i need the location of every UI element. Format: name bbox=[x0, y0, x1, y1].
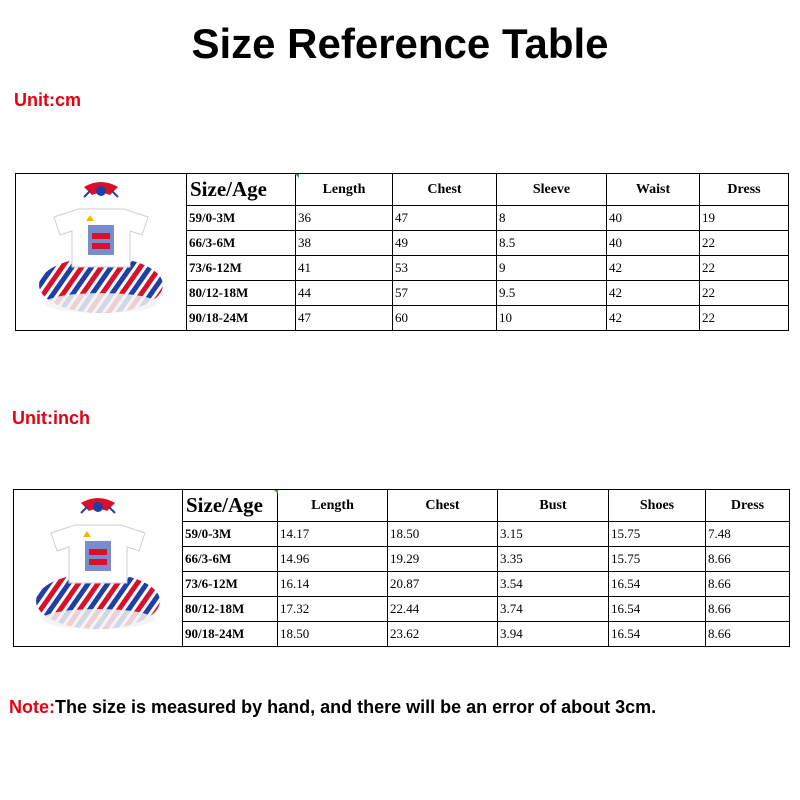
cell-dress: 8.66 bbox=[706, 622, 790, 647]
cell-dress: 19 bbox=[700, 206, 789, 231]
row-size-label: 59/0-3M bbox=[183, 522, 278, 547]
row-size-label: 73/6-12M bbox=[183, 572, 278, 597]
header-length: Length bbox=[296, 174, 393, 206]
cell-chest: 57 bbox=[393, 281, 497, 306]
note-label: Note: bbox=[9, 697, 55, 717]
cell-dress: 22 bbox=[700, 281, 789, 306]
cell-sleeve: 8 bbox=[497, 206, 607, 231]
cell-bust: 3.74 bbox=[498, 597, 609, 622]
table-header-row bbox=[14, 490, 790, 522]
cell-length: 44 bbox=[296, 281, 393, 306]
cell-chest: 60 bbox=[393, 306, 497, 331]
row-size-label: 59/0-3M bbox=[187, 206, 296, 231]
row-size-label: 90/18-24M bbox=[183, 622, 278, 647]
cell-waist: 42 bbox=[607, 281, 700, 306]
cell-length: 38 bbox=[296, 231, 393, 256]
row-size-label: 66/3-6M bbox=[183, 547, 278, 572]
cell-length: 14.96 bbox=[278, 547, 388, 572]
cell-sleeve: 9.5 bbox=[497, 281, 607, 306]
cell-sleeve: 8.5 bbox=[497, 231, 607, 256]
cell-chest: 19.29 bbox=[388, 547, 498, 572]
unit-cm-label: Unit:cm bbox=[14, 90, 81, 110]
row-size-label: 90/18-24M bbox=[187, 306, 296, 331]
cell-dress: 8.66 bbox=[706, 572, 790, 597]
cell-length: 14.17 bbox=[278, 522, 388, 547]
header-dress: Dress bbox=[706, 490, 790, 522]
outfit-image-icon bbox=[26, 175, 176, 325]
header-size-age: Size/Age bbox=[183, 490, 278, 522]
cell-chest: 22.44 bbox=[388, 597, 498, 622]
cell-shoes: 16.54 bbox=[609, 572, 706, 597]
header-chest: Chest bbox=[393, 174, 497, 206]
cell-waist: 40 bbox=[607, 231, 700, 256]
cell-waist: 42 bbox=[607, 306, 700, 331]
cell-dress: 22 bbox=[700, 306, 789, 331]
size-table-cm bbox=[15, 173, 789, 331]
cell-bust: 3.54 bbox=[498, 572, 609, 597]
cell-chest: 23.62 bbox=[388, 622, 498, 647]
cell-shoes: 15.75 bbox=[609, 522, 706, 547]
cell-dress: 22 bbox=[700, 231, 789, 256]
cell-dress: 7.48 bbox=[706, 522, 790, 547]
header-length: Length bbox=[278, 490, 388, 522]
cell-chest: 20.87 bbox=[388, 572, 498, 597]
cell-waist: 42 bbox=[607, 256, 700, 281]
header-shoes: Shoes bbox=[609, 490, 706, 522]
size-table-inch bbox=[13, 489, 790, 647]
header-sleeve: Sleeve bbox=[497, 174, 607, 206]
row-size-label: 73/6-12M bbox=[187, 256, 296, 281]
cell-bust: 3.94 bbox=[498, 622, 609, 647]
unit-inch-label: Unit:inch bbox=[12, 408, 90, 428]
cell-chest: 47 bbox=[393, 206, 497, 231]
page-title: Size Reference Table bbox=[191, 20, 609, 67]
header-size-age: Size/Age bbox=[187, 174, 296, 206]
cell-length: 41 bbox=[296, 256, 393, 281]
outfit-photo bbox=[16, 174, 187, 331]
header-waist: Waist bbox=[607, 174, 700, 206]
cell-bust: 3.35 bbox=[498, 547, 609, 572]
cell-comment-marker bbox=[274, 490, 278, 494]
cell-chest: 49 bbox=[393, 231, 497, 256]
note-text: The size is measured by hand, and there will be an error of about 3cm. bbox=[55, 697, 657, 717]
outfit-photo bbox=[14, 490, 183, 647]
row-size-label: 66/3-6M bbox=[187, 231, 296, 256]
cell-length: 18.50 bbox=[278, 622, 388, 647]
header-dress: Dress bbox=[700, 174, 789, 206]
cell-length: 17.32 bbox=[278, 597, 388, 622]
cell-length: 16.14 bbox=[278, 572, 388, 597]
header-chest: Chest bbox=[388, 490, 498, 522]
header-bust: Bust bbox=[498, 490, 609, 522]
cell-dress: 8.66 bbox=[706, 547, 790, 572]
cell-waist: 40 bbox=[607, 206, 700, 231]
cell-sleeve: 9 bbox=[497, 256, 607, 281]
outfit-image-icon bbox=[23, 491, 173, 641]
cell-bust: 3.15 bbox=[498, 522, 609, 547]
row-size-label: 80/12-18M bbox=[183, 597, 278, 622]
cell-chest: 18.50 bbox=[388, 522, 498, 547]
cell-shoes: 16.54 bbox=[609, 622, 706, 647]
cell-dress: 8.66 bbox=[706, 597, 790, 622]
cell-length: 36 bbox=[296, 206, 393, 231]
row-size-label: 80/12-18M bbox=[187, 281, 296, 306]
cell-chest: 53 bbox=[393, 256, 497, 281]
table-header-row bbox=[16, 174, 789, 206]
cell-sleeve: 10 bbox=[497, 306, 607, 331]
cell-length: 47 bbox=[296, 306, 393, 331]
cell-shoes: 15.75 bbox=[609, 547, 706, 572]
measurement-note bbox=[9, 697, 656, 718]
cell-comment-marker bbox=[295, 174, 299, 178]
cell-shoes: 16.54 bbox=[609, 597, 706, 622]
cell-dress: 22 bbox=[700, 256, 789, 281]
